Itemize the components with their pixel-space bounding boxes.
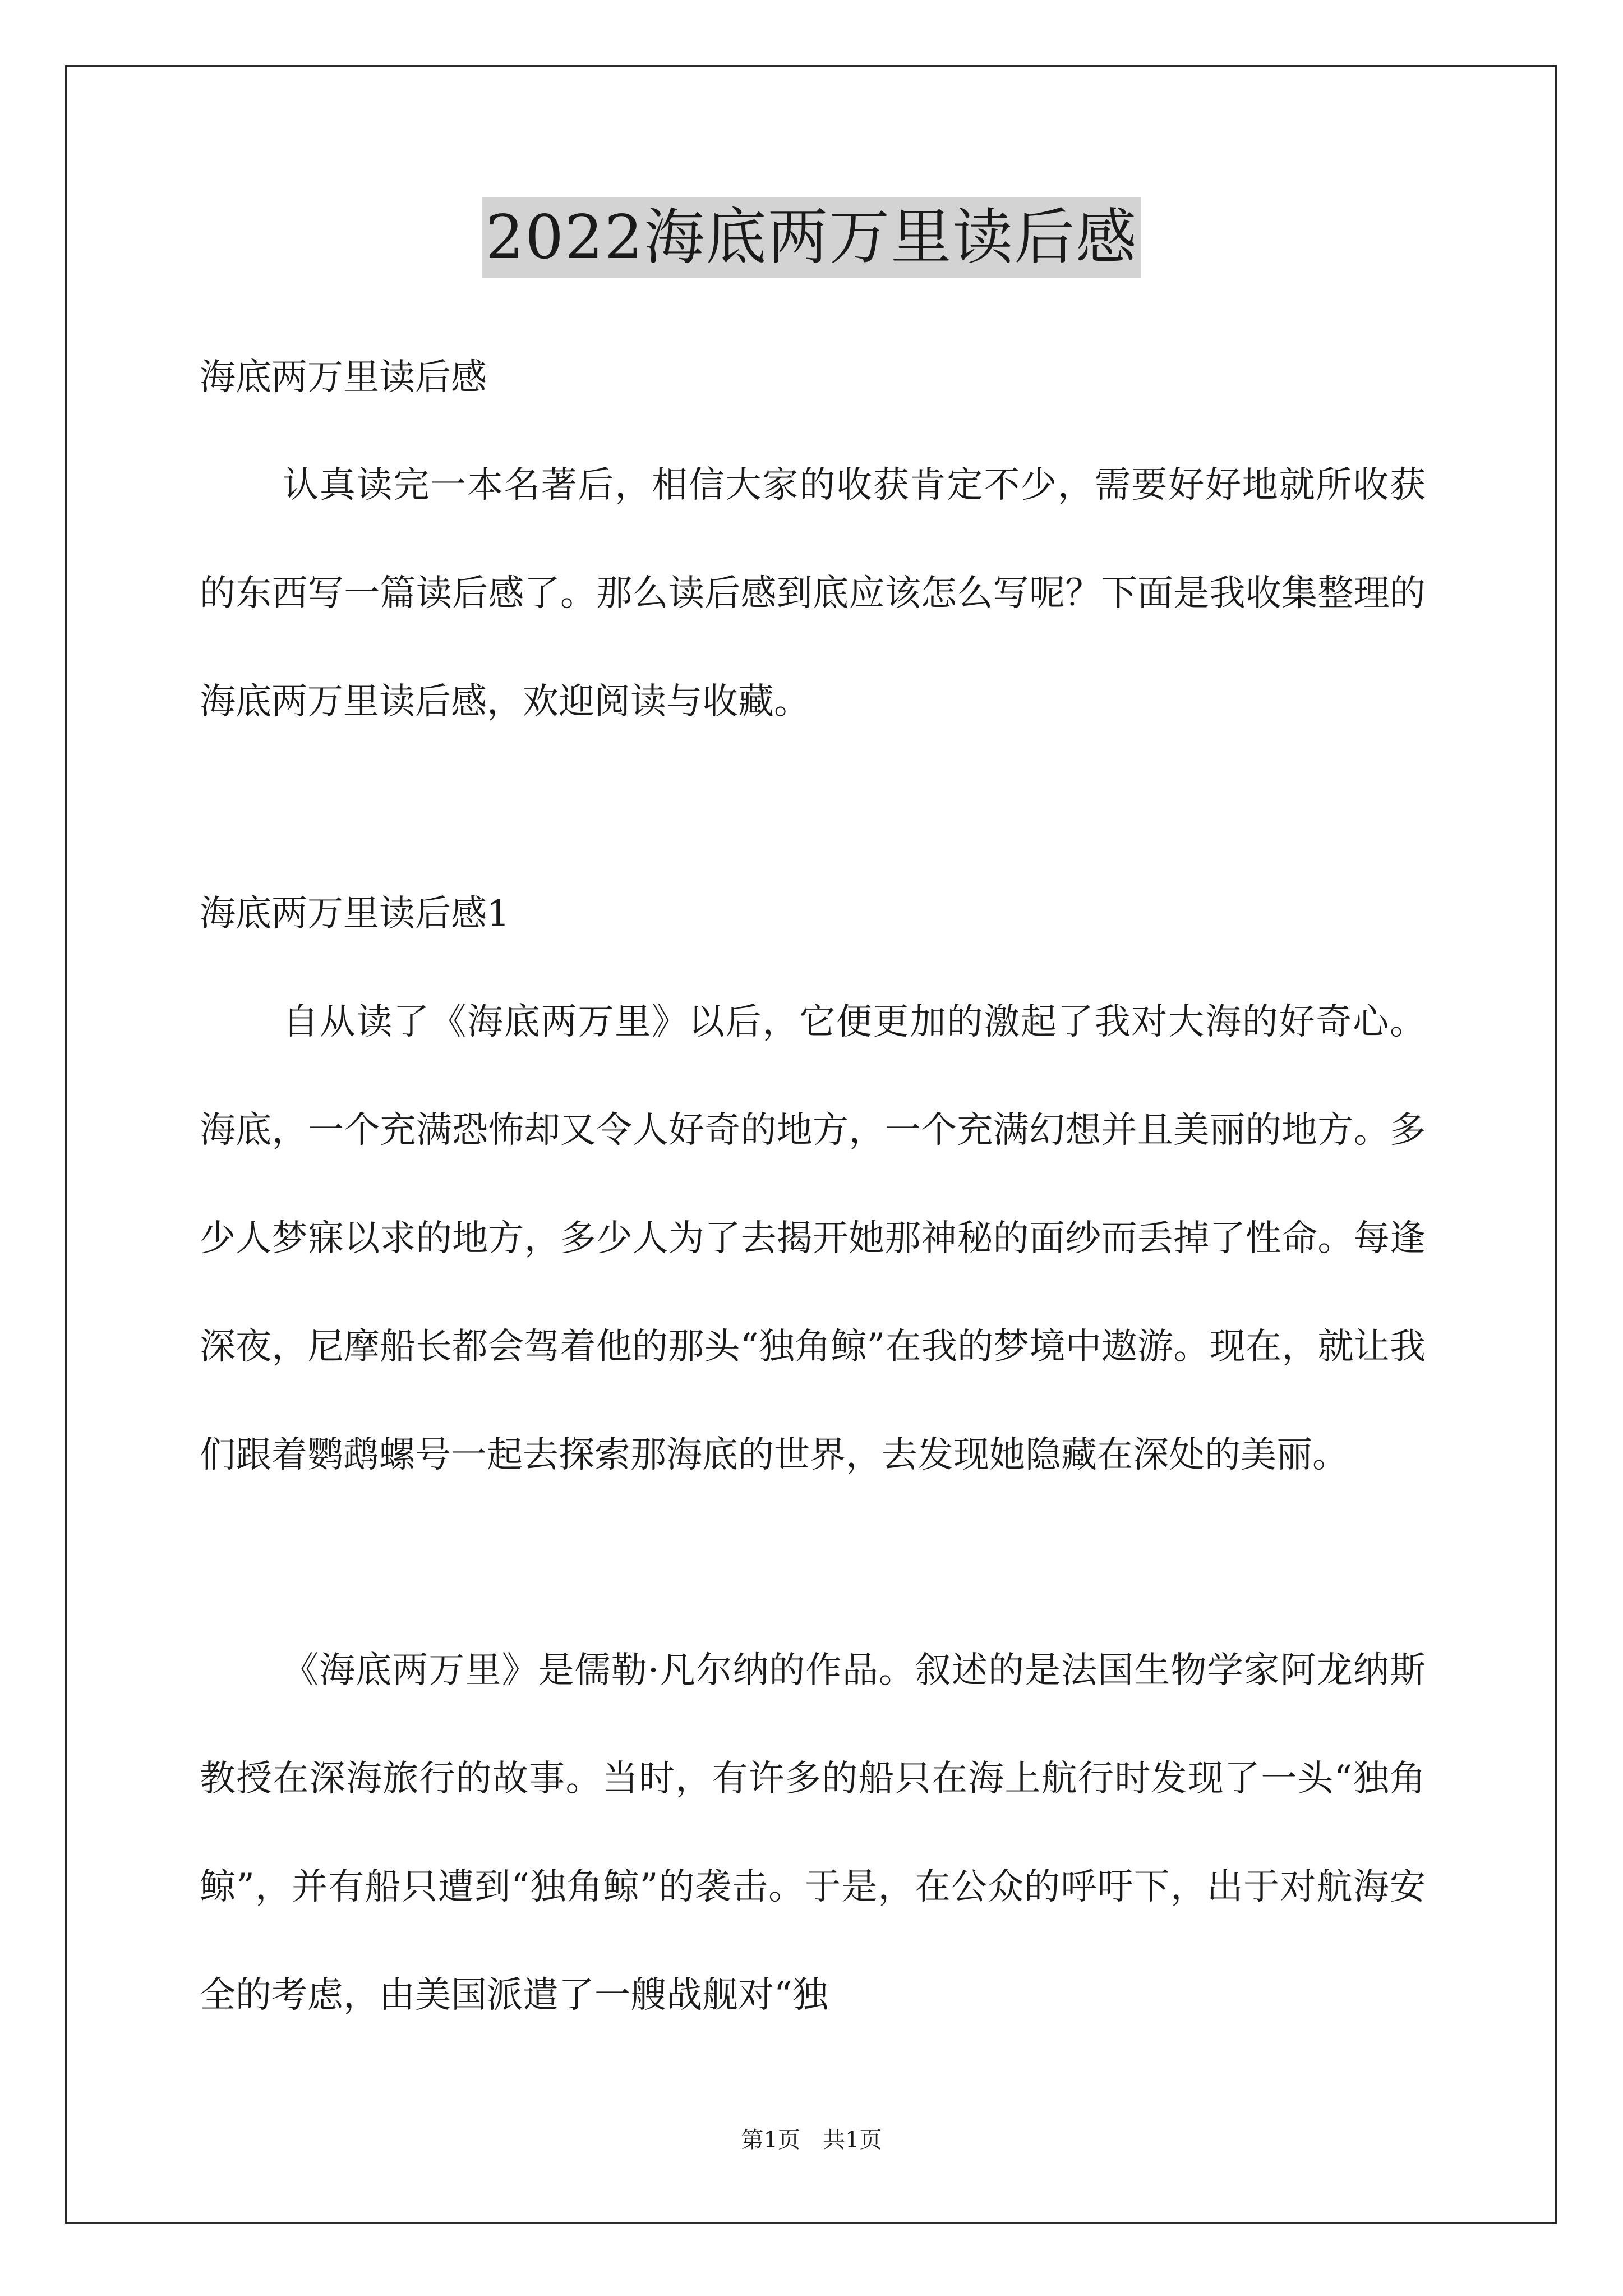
title-container — [0, 197, 1623, 278]
document-title: 2022海底两万里读后感 — [482, 197, 1141, 278]
page-footer: 第1页 共1页 — [741, 2127, 882, 2153]
intro-heading: 海底两万里读后感 — [200, 357, 487, 398]
section-1-paragraph-1: 自从读了《海底两万里》以后，它便更加的激起了我对大海的好奇心。海底，一个充满恐怖却又令人好奇的地方，一个充满幻想并且美丽的地方。多少人梦寐以求的地方，多少人为了去揭开她那神秘的面纱而丢掉了性命。每逢深夜，尼摩船长都会驾着他的那头“独角鲸”在我的梦境中遨游。现在，就让我们跟着鹦鹉螺号一起去探索那海底的世界，去发现她隐藏在深处的美丽。 — [200, 1001, 1426, 1476]
section-1-heading: 海底两万里读后感1 — [200, 893, 510, 935]
intro-paragraph: 认真读完一本名著后，相信大家的收获肯定不少，需要好好地就所收获的东西写一篇读后感了。那么读后感到底应该怎么写呢？下面是我收集整理的海底两万里读后感，欢迎阅读与收藏。 — [200, 464, 1426, 723]
section-1-paragraph-2: 《海底两万里》是儒勒·凡尔纳的作品。叙述的是法国生物学家阿龙纳斯教授在深海旅行的故事。当时，有许多的船只在海上航行时发现了一头“独角鲸”，并有船只遭到“独角鲸”的袭击。于是，在公众的呼吁下，出于对航海安全的考虑，由美国派遣了一艘战舰对“独 — [200, 1650, 1426, 2016]
